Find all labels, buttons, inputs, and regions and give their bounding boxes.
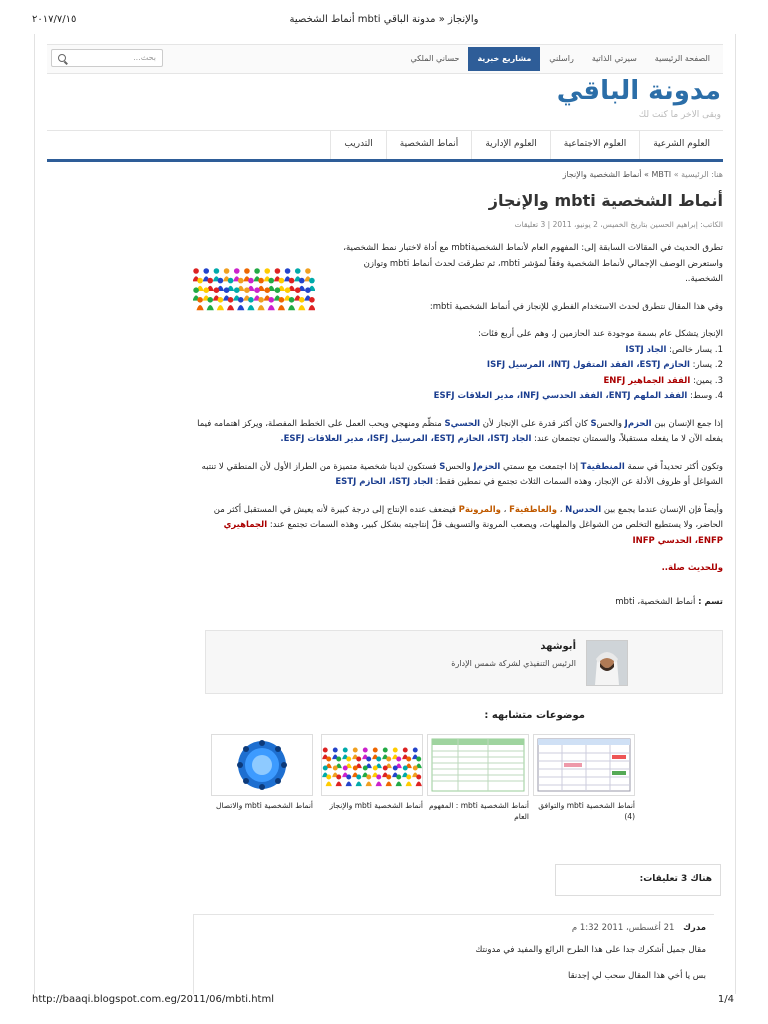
post-meta: الكاتب: إبراهيم الحسين بتاريخ الخميس، 2 يونيو، 2011 | 3 تعليقات	[514, 220, 723, 229]
keyword: الحزمJ	[624, 418, 652, 429]
list-keyword: الحازم ESTJ، الفقد المتقول INTJ، المرسيل ISFJ	[486, 360, 690, 370]
keyword: الحزمJ	[473, 461, 501, 472]
author-name[interactable]: أبوشهد	[540, 641, 576, 652]
related-posts	[211, 734, 641, 834]
post-body	[193, 241, 723, 610]
list-item	[193, 343, 723, 359]
keyword: S	[590, 418, 597, 429]
list-prefix: 3. يمين:	[690, 375, 723, 386]
related-caption-4[interactable]: أنماط الشخصية mbti والتوافق (4)	[538, 801, 635, 821]
keyword: الحدسN	[565, 504, 602, 515]
search-input[interactable]	[51, 49, 163, 67]
tags-value[interactable]: أنماط الشخصية، mbti	[615, 596, 696, 607]
text-run: وأيضاً فإن الإنسان عندما يجمع بين	[601, 504, 723, 515]
keyword: الجاد ISTJ، الحازم ESTJ	[335, 477, 433, 487]
cat-personality[interactable]: أنماط الشخصية	[386, 131, 472, 159]
text-run: فستكون لدينا شخصية متميزة من الطراز الأول لأن المنطقي لا تنتبه الشواغل أو ظروف الأدلة عن الإنجاز، وهذه السمات الثلاث تجتمع في نمطين فقط:	[201, 461, 723, 487]
cat-sharia[interactable]: العلوم الشرعية	[639, 131, 723, 159]
topnav-home[interactable]: الصفحة الرئيسية	[654, 54, 710, 63]
related-caption-3[interactable]: أنماط الشخصية mbti : المفهوم العام	[428, 801, 529, 821]
category-navigation	[47, 130, 723, 162]
page-frame	[34, 34, 736, 994]
comment-author[interactable]: مدرك	[683, 923, 706, 933]
post-content	[193, 164, 723, 610]
list-prefix: 1. يسار خالص:	[666, 344, 723, 355]
comments-count: هناك 3 تعليقات:	[639, 874, 712, 884]
post-title[interactable]: أنماط الشخصية mbti والإنجاز	[488, 191, 723, 210]
cat-management[interactable]: العلوم الإدارية	[471, 131, 549, 159]
keyword: والمرونةP	[458, 504, 501, 515]
list-item	[193, 374, 723, 390]
search-icon[interactable]	[58, 54, 66, 62]
list-keyword: الجاد ISTJ	[625, 344, 667, 355]
topnav-projects[interactable]: مشاريع خبرية	[468, 47, 540, 71]
keyword: الحسيS	[444, 418, 481, 429]
site-title[interactable]: مدونة الباقي	[556, 76, 721, 106]
post-paragraph-2: وفي هذا المقال نتطرق لحدث الاستخدام الفطري للإنجاز في أنماط الشخصية mbti:	[429, 301, 723, 312]
text-run: كان أكثر قدرة على الإنجاز لأن	[480, 418, 591, 429]
cat-training[interactable]: التدريب	[330, 131, 385, 159]
related-item-3[interactable]	[427, 734, 529, 822]
list-keyword: الفقد الملهم ENTJ، الفقد الحدسي INFJ، مدير العلاقات ESFJ	[433, 391, 688, 401]
top-bar	[47, 44, 723, 74]
comment-text: مقال جميل أشكرك جدا على هذا الطرح الرائع والمفيد في مدونتك	[475, 945, 706, 955]
list-keyword: الفقد الجماهير ENFJ	[603, 375, 691, 386]
related-thumb-globe[interactable]	[211, 734, 313, 796]
text-run: ،	[500, 504, 510, 515]
post-paragraph-6	[193, 503, 723, 550]
comment-header	[572, 923, 706, 933]
topnav-contact[interactable]: راسلني	[549, 54, 574, 63]
related-thumb-people[interactable]	[321, 734, 423, 796]
print-page-number: 1/4	[717, 994, 734, 1005]
text-run: ،	[557, 504, 566, 515]
print-date: ٢٠١٧/٧/١٥	[32, 14, 77, 25]
list-prefix: 4. وسط:	[687, 391, 723, 401]
list-intro: الإنجاز يتشكل عام بسمة موجودة عند الحازمين J، وهم على أربع فئات:	[477, 329, 723, 339]
keyword: الجماهيري ENFP، الحدسي INFP	[223, 520, 723, 546]
tags	[193, 595, 723, 611]
search-placeholder: بحث...	[133, 53, 156, 62]
keyword: الجاد ISTJ، الحازم ESTJ، المرسيل ISFJ، مدير العلاقات ESFJ.	[280, 434, 532, 444]
author-avatar	[586, 640, 628, 686]
author-bio: الرئيس التنفيذي لشركة شمس الإدارة	[451, 659, 576, 668]
keyword: S	[439, 461, 446, 472]
topnav-cv[interactable]: سيرتي الذاتية	[591, 54, 637, 63]
breadcrumb-prefix[interactable]: هنا: الرئيسية »	[673, 170, 723, 179]
text-run: منظّم ومنهجي ويحب العمل على الخطط المفصلة، ويركز اهتمامه فيما يفعله الآن لا ما يفعله مستقبلاً، والسمتان تجتمعان عند:	[197, 418, 723, 444]
post-paragraph-5	[193, 460, 723, 491]
print-header	[0, 14, 768, 30]
site-tagline: وبقى الاخر ما كنت لك	[638, 110, 721, 120]
related-thumb-table-color[interactable]	[533, 734, 635, 796]
list-item	[193, 389, 723, 405]
comment-text: بس يا أخي هذا المقال سحب لي إجدنقا	[568, 971, 706, 981]
tags-label: تسم :	[698, 596, 723, 607]
related-item-1[interactable]	[211, 734, 313, 811]
related-thumb-table-green[interactable]	[427, 734, 529, 796]
comment-item	[193, 914, 714, 994]
related-item-4[interactable]	[533, 734, 635, 822]
related-caption-1[interactable]: أنماط الشخصية mbti والاتصال	[216, 801, 313, 810]
breadcrumb-current: MBTI » أنماط الشخصية والإنجاز	[562, 170, 672, 179]
text-run: والحس	[445, 461, 474, 472]
related-caption-2[interactable]: أنماط الشخصية mbti والإنجاز	[329, 801, 423, 810]
print-title: والإنجاز « مدونة الباقي mbti أنماط الشخصية	[289, 14, 479, 25]
text-run: والحس	[596, 418, 625, 429]
type-list	[193, 343, 723, 405]
topnav-account[interactable]: حساني الملكي	[410, 54, 460, 63]
text-run: فيضعف عنده الإنتاج إلى درجة كبيرة لأنه يعيش في المستقبل أكثر من الحاضر، ولا يستطيع التخلص من الشواغل والملهيات، ويصعب المرونة والتسويف قلّ إنتاجيته بشكل كبير، وهذه السمات تجتمع عند:	[213, 504, 723, 530]
top-navigation	[401, 45, 719, 73]
author-box	[205, 630, 723, 694]
text-run: إذا اجتمعت مع سمتي	[500, 461, 581, 472]
text-run: إذا جمع الإنسان بين	[651, 418, 723, 429]
comment-date[interactable]: 21 أغسطس، 2011 1:32 م	[571, 923, 675, 933]
list-item	[193, 358, 723, 374]
related-title: موضوعات متشابهه :	[484, 710, 585, 721]
list-prefix: 2. يسار:	[689, 360, 723, 370]
breadcrumb	[193, 170, 723, 179]
keyword: والعاطفيةF	[509, 504, 558, 515]
post-paragraph-3	[193, 327, 723, 343]
post-paragraph-1: تطرق الحديث في المقالات السابقة إلى: المفهوم العام لأنماط الشخصيةmbti مع أداة لاختبار نمط الشخصية، واستعرض الوصف الإجمالي لأنماط الشخصية وفقاً لمؤشر mbti، ثم تطرقت لحدث أنماط mbti وتوازن الشخصية..	[343, 243, 723, 284]
people-figures-image	[193, 255, 315, 319]
text-run: وتكون أكثر تحديداً في سمة	[624, 461, 723, 472]
keyword: المنطقيةT	[580, 461, 625, 472]
closing-line: وللحديث صلة..	[661, 563, 723, 573]
print-url: http://baaqi.blogspot.com.eg/2011/06/mbti.html	[32, 994, 274, 1005]
cat-social[interactable]: العلوم الاجتماعية	[550, 131, 639, 159]
post-paragraph-4	[193, 417, 723, 448]
related-item-2[interactable]	[321, 734, 423, 811]
comments-count-box	[555, 864, 721, 896]
